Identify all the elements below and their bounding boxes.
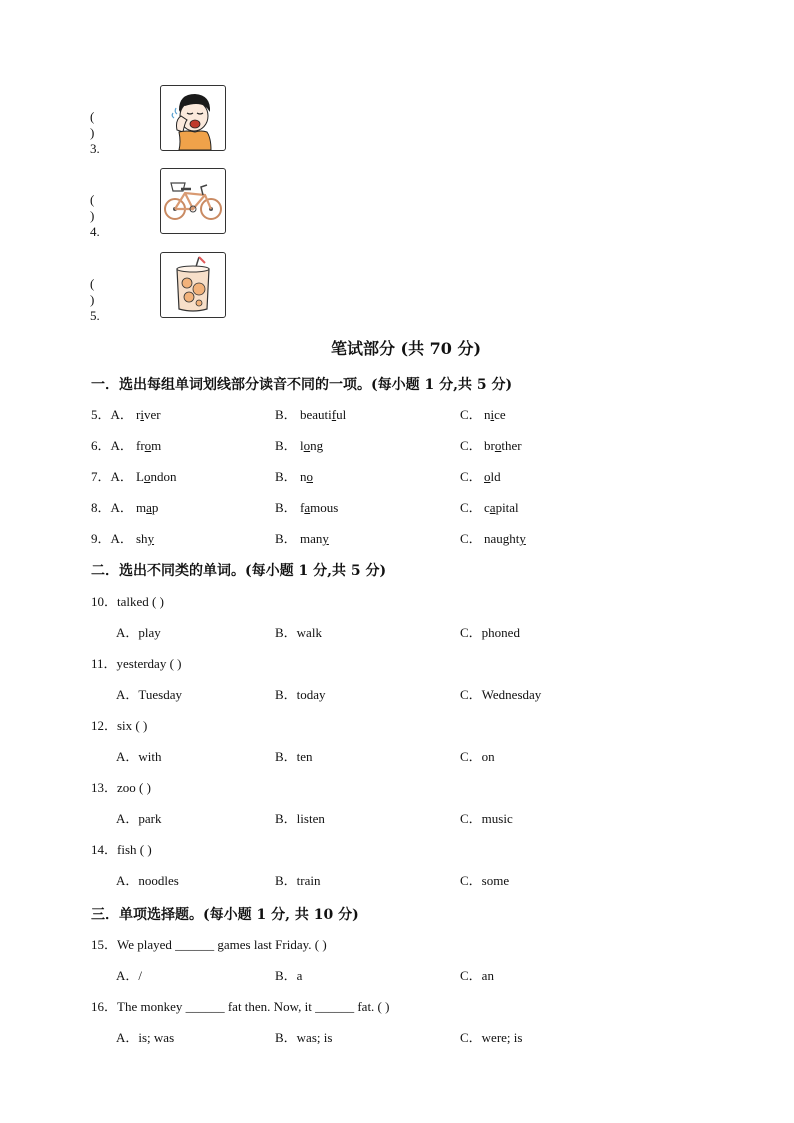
option-c: brother <box>484 438 522 453</box>
question-number: 5．A． <box>91 407 133 422</box>
bicycle-icon <box>160 168 226 234</box>
option-b: B．a <box>275 968 303 983</box>
option-b: B．ten <box>275 749 313 764</box>
answer-paren: ( ) 3. <box>90 109 100 156</box>
option-c: capital <box>484 500 519 515</box>
option-c-label: C． <box>460 500 482 515</box>
crying-boy-icon <box>160 85 226 151</box>
option-a: A．/ <box>116 968 143 983</box>
option-a: map <box>136 500 159 515</box>
option-a: A．Tuesday <box>116 687 182 702</box>
option-b: long <box>300 438 324 453</box>
option-c: C．phoned <box>460 625 520 640</box>
underlined-letters: y <box>322 531 329 546</box>
option-b: B．today <box>275 687 326 702</box>
option-c-label: C． <box>460 531 482 546</box>
option-b-label: B． <box>275 438 297 453</box>
underlined-letters: i <box>140 407 144 422</box>
underlined-letters: o <box>143 469 151 484</box>
option-c: C．on <box>460 749 495 764</box>
option-b: B．listen <box>275 811 325 826</box>
underlined-letters: a <box>146 500 152 515</box>
section-3-heading: 三．单项选择题。(每小题 1 分, 共 10 分) <box>91 907 359 923</box>
option-a: shy <box>136 531 155 546</box>
option-b: many <box>300 531 329 546</box>
underlined-letters: a <box>489 500 496 515</box>
option-b-label: B． <box>275 500 297 515</box>
section-1-heading: 一．选出每组单词划线部分读音不同的一项。(每小题 1 分,共 5 分) <box>91 377 513 393</box>
option-c-label: C． <box>460 407 482 422</box>
underlined-letters: o <box>494 438 502 453</box>
option-b-label: B． <box>275 469 297 484</box>
option-a: river <box>136 407 161 422</box>
option-a: A．noodles <box>116 873 179 888</box>
option-b: B．train <box>275 873 321 888</box>
juice-glass-icon <box>160 252 226 318</box>
option-c: old <box>484 469 501 484</box>
underlined-letters: o <box>303 438 311 453</box>
question-stem: 14．fish ( ) <box>91 842 152 857</box>
option-a: from <box>136 438 162 453</box>
underlined-letters: a <box>304 500 311 515</box>
underlined-letters: y <box>147 531 155 546</box>
option-c: naughty <box>484 531 526 546</box>
option-a: London <box>136 469 177 484</box>
option-b-label: B． <box>275 407 297 422</box>
option-a: A．park <box>116 811 162 826</box>
underlined-letters: o <box>144 438 152 453</box>
question-stem: 15．We played ______ games last Friday. ( ) <box>91 937 327 952</box>
underlined-letters: o <box>306 469 313 484</box>
question-stem: 10．talked ( ) <box>91 594 164 609</box>
option-b: B．was; is <box>275 1030 333 1045</box>
question-stem: 16．The monkey ______ fat then. Now, it ______ fat. ( ) <box>91 999 390 1014</box>
answer-paren: ( ) 4. <box>90 192 100 239</box>
underlined-letters: f <box>331 407 337 422</box>
option-c-label: C． <box>460 469 482 484</box>
option-a: A．with <box>116 749 162 764</box>
option-c: C．an <box>460 968 494 983</box>
option-c: nice <box>484 407 506 422</box>
option-b: famous <box>300 500 339 515</box>
underlined-letters: o <box>484 469 491 484</box>
option-c-label: C． <box>460 438 482 453</box>
question-stem: 13．zoo ( ) <box>91 780 151 795</box>
question-number: 6．A． <box>91 438 133 453</box>
option-a: A．play <box>116 625 161 640</box>
option-b: B．walk <box>275 625 322 640</box>
question-stem: 11．yesterday ( ) <box>91 656 182 671</box>
option-b: beautiful <box>300 407 347 422</box>
question-number: 8．A． <box>91 500 133 515</box>
question-number: 9．A． <box>91 531 133 546</box>
option-b: no <box>300 469 313 484</box>
option-c: C．were; is <box>460 1030 523 1045</box>
page-title: 笔试部分 (共 70 分) <box>330 339 482 358</box>
option-a: A．is; was <box>116 1030 175 1045</box>
question-stem: 12．six ( ) <box>91 718 148 733</box>
option-c: C．music <box>460 811 513 826</box>
underlined-letters: i <box>490 407 495 422</box>
answer-paren: ( ) 5. <box>90 276 100 323</box>
section-2-heading: 二．选出不同类的单词。(每小题 1 分,共 5 分) <box>91 563 387 579</box>
question-number: 7．A． <box>91 469 133 484</box>
underlined-letters: y <box>519 531 526 546</box>
option-c: C．some <box>460 873 510 888</box>
option-c: C．Wednesday <box>460 687 542 702</box>
option-b-label: B． <box>275 531 297 546</box>
